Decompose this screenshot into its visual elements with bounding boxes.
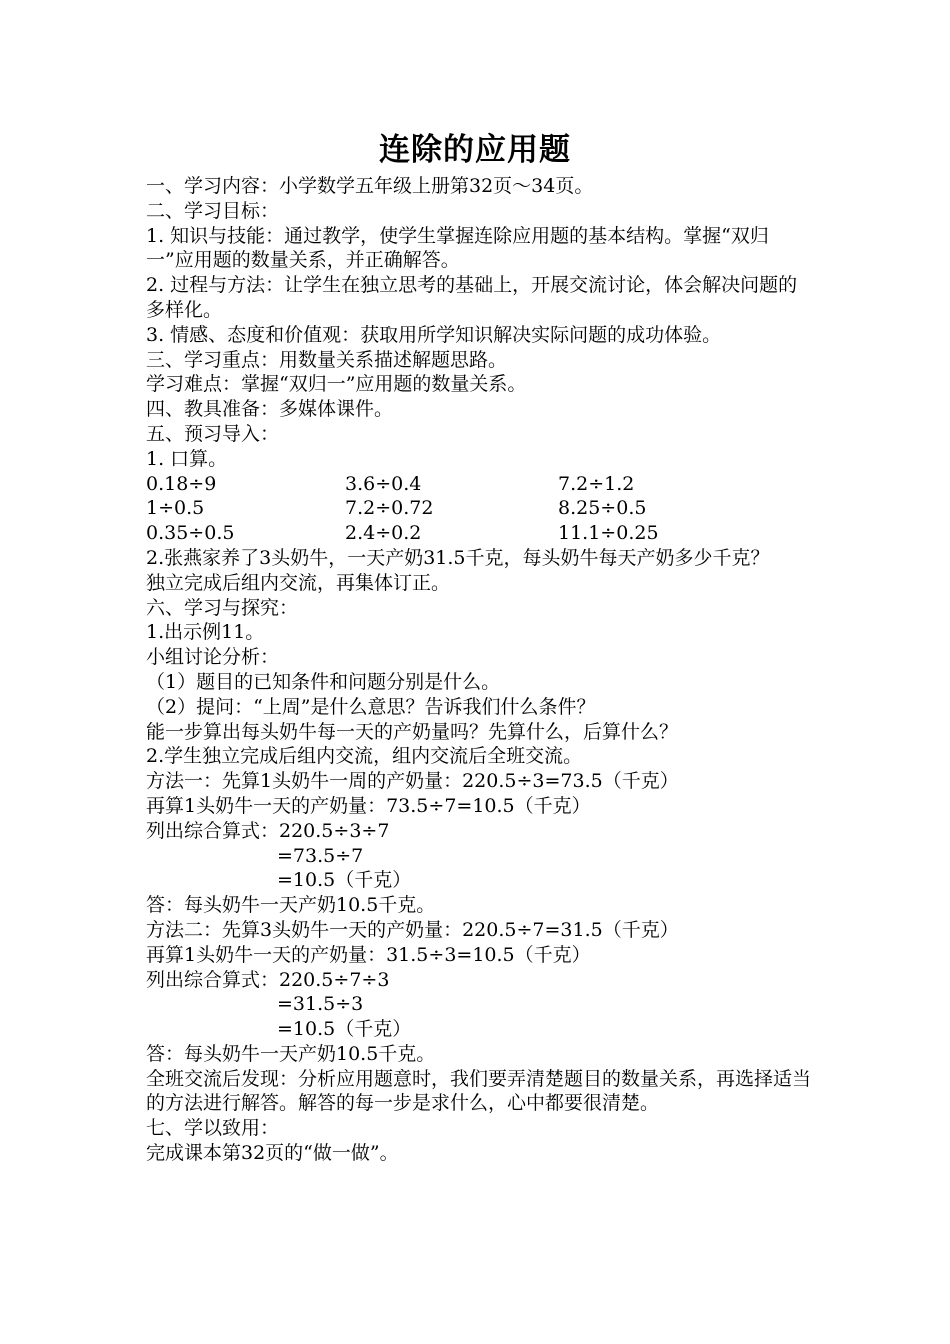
oral-calc-item: 7.2÷0.72	[345, 497, 434, 520]
oral-calc-item: 1÷0.5	[146, 497, 205, 520]
text-paragraph: 1. 知识与技能：通过教学，使学生掌握连除应用题的基本结构。掌握“双归一”应用题的数量关系，并正确解答。	[146, 224, 769, 272]
text-line: 再算1头奶牛一天的产奶量：73.5÷7=10.5（千克）	[146, 794, 591, 817]
text-line: 四、教具准备：多媒体课件。	[146, 398, 394, 421]
text-line: 学习难点：掌握“双归一”应用题的数量关系。	[146, 373, 527, 396]
answer-line: 答：每头奶牛一天产奶10.5千克。	[146, 894, 436, 917]
answer-line: 答：每头奶牛一天产奶10.5千克。	[146, 1042, 436, 1065]
oral-calc-item: 11.1÷0.25	[558, 522, 659, 545]
text-line: 2.学生独立完成后组内交流，组内交流后全班交流。	[146, 745, 583, 768]
text-line: 三、学习重点：用数量关系描述解题思路。	[146, 348, 508, 371]
document-body	[146, 174, 816, 1166]
text-line: 五、预习导入：	[146, 422, 280, 445]
text-paragraph: 2.张燕家养了3头奶牛，一天产奶31.5千克，每头奶牛每天产奶多少千克？	[146, 546, 770, 569]
text-line: 3. 情感、态度和价值观：获取用所学知识解决实际问题的成功体验。	[146, 323, 722, 346]
oral-calc-item: 3.6÷0.4	[345, 472, 422, 495]
text-line: （2）提问：“上周”是什么意思？告诉我们什么条件？	[146, 695, 596, 718]
calc-step: =10.5（千克）	[277, 869, 412, 892]
text-line: 独立完成后组内交流，再集体订正。	[146, 571, 451, 594]
text-line: 完成课本第32页的“做一做”。	[146, 1142, 399, 1165]
oral-calc-item: 2.4÷0.2	[345, 522, 422, 545]
text-line: 能一步算出每头奶牛每一天的产奶量吗？先算什么，后算什么？	[146, 720, 679, 743]
text-line: 再算1头奶牛一天的产奶量：31.5÷3=10.5（千克）	[146, 943, 591, 966]
text-line: （1）题目的已知条件和问题分别是什么。	[146, 670, 501, 693]
text-paragraph: 全班交流后发现：分析应用题意时，我们要弄清楚题目的数量关系，再选择适当的方法进行解答。解答的每一步是求什么，心中都要很清楚。	[146, 1067, 812, 1115]
text-line: 六、学习与探究：	[146, 596, 299, 619]
calc-step: =10.5（千克）	[277, 1018, 412, 1041]
oral-calc-item: 0.18÷9	[146, 472, 217, 495]
text-line: 1.出示例11。	[146, 621, 265, 644]
oral-calc-item: 7.2÷1.2	[558, 472, 635, 495]
text-line: 列出综合算式：220.5÷3÷7	[146, 819, 390, 842]
oral-calc-item: 8.25÷0.5	[558, 497, 647, 520]
calc-step: =73.5÷7	[277, 844, 364, 867]
oral-calc-row	[146, 472, 816, 497]
text-line: 方法一：先算1头奶牛一周的产奶量：220.5÷3=73.5（千克）	[146, 770, 679, 793]
oral-calc-row	[146, 496, 816, 521]
text-paragraph: 2. 过程与方法：让学生在独立思考的基础上，开展交流讨论，体会解决问题的多样化。	[146, 274, 798, 321]
text-line: 小组讨论分析：	[146, 646, 280, 669]
text-line: 方法二：先算3头奶牛一天的产奶量：220.5÷7=31.5（千克）	[146, 918, 679, 941]
text-line: 七、学以致用：	[146, 1117, 280, 1140]
calc-step: =31.5÷3	[277, 993, 364, 1016]
text-line: 一、学习内容：小学数学五年级上册第32页～34页。	[146, 175, 594, 197]
oral-calc-row	[146, 521, 816, 546]
page-title: 连除的应用题	[379, 132, 571, 168]
text-line: 1. 口算。	[146, 447, 228, 470]
text-line: 列出综合算式：220.5÷7÷3	[146, 968, 390, 991]
text-line: 二、学习目标：	[146, 199, 280, 222]
oral-calc-item: 0.35÷0.5	[146, 522, 235, 545]
